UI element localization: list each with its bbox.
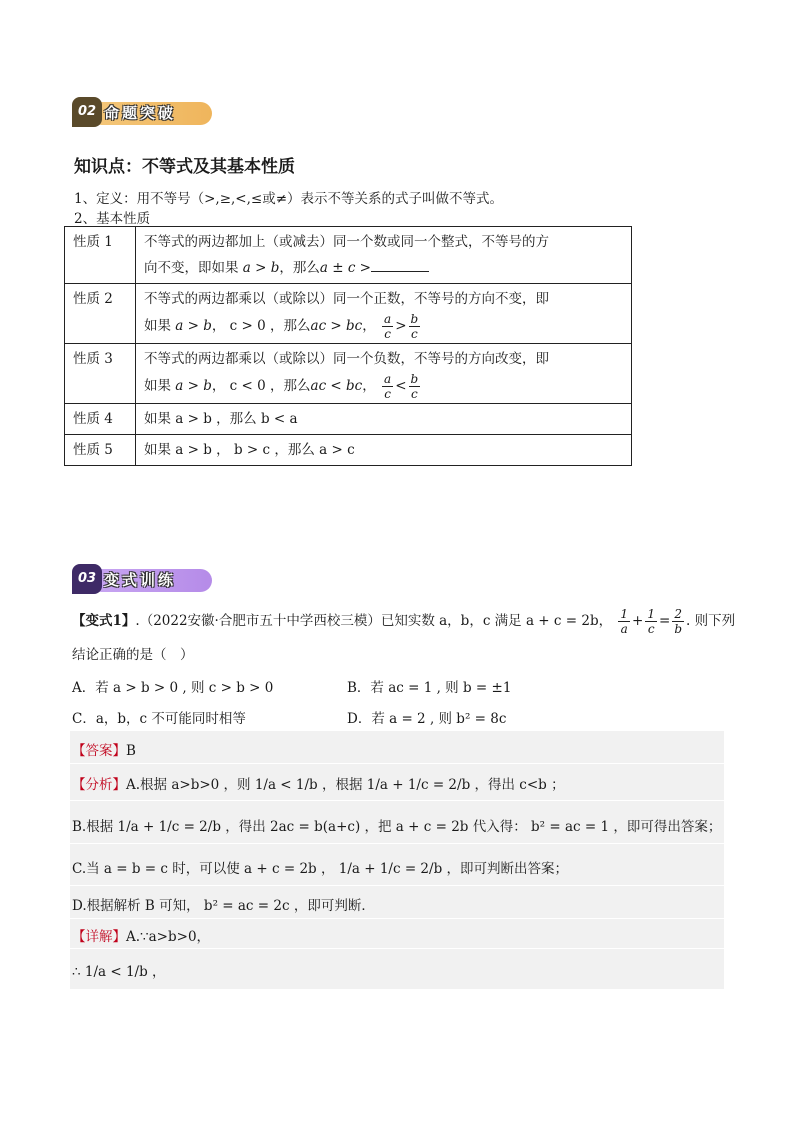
table-row xyxy=(65,435,632,466)
basic-properties-label: 2、基本性质 xyxy=(74,211,151,227)
table-row xyxy=(65,404,632,435)
table-row xyxy=(65,227,632,284)
analysis-line xyxy=(72,773,565,793)
math-expr: ac < bc xyxy=(310,378,363,394)
analysis-line: C.当 a = b = c 时，可以使 a + c = 2b ， 1/a + 1/c = 2/b ，即可判断出答案； xyxy=(72,861,569,877)
option-a: A．若 a > b > 0 , 则 c > b > 0 xyxy=(72,680,274,696)
question-stem-cont: 结论正确的是（ ） xyxy=(72,647,194,663)
property-line: 不等式的两边都乘以（或除以）同一个负数，不等号的方向改变，即 xyxy=(144,351,549,367)
fraction: $\frac{b}{c}$ xyxy=(410,312,419,341)
detail-line: ∴ 1/a < 1/b ， xyxy=(72,964,166,980)
math-expr: a ± c > xyxy=(319,260,371,276)
table-row xyxy=(65,344,632,404)
divider xyxy=(70,948,724,949)
fill-blank xyxy=(371,257,429,272)
property-key: 性质 4 xyxy=(65,404,136,435)
property-line: ， c < 0 ，那么 xyxy=(211,378,311,394)
section-banner-03 xyxy=(72,564,214,594)
detail-line xyxy=(72,925,210,945)
question-tag: 【变式1】 xyxy=(72,613,136,629)
property-text xyxy=(136,344,632,404)
definition-line: 1、定义：用不等号（>,≥,<,≤或≠）表示不等关系的式子叫做不等式。 xyxy=(74,191,504,207)
property-line: ， xyxy=(362,318,376,334)
property-line: 不等式的两边都乘以（或除以）同一个正数，不等号的方向不变，即 xyxy=(144,291,549,307)
section-label: 命题突破 xyxy=(90,102,212,125)
section-number: 02 xyxy=(72,97,102,127)
fraction: $\frac{a}{c}$ xyxy=(384,312,392,341)
answer-value: B xyxy=(126,743,136,759)
divider xyxy=(70,800,724,801)
math-expr: a > b xyxy=(242,260,280,276)
answer-line xyxy=(72,739,136,759)
option-b: B．若 ac = 1 , 则 b = ±1 xyxy=(347,680,512,696)
property-line: ， c > 0 ，那么 xyxy=(211,318,311,334)
divider xyxy=(70,843,724,844)
analysis-line: D.根据解析 B 可知， b² = ac = 2c ，即可判断． xyxy=(72,898,375,914)
property-key: 性质 1 xyxy=(65,227,136,284)
divider xyxy=(70,918,724,919)
section-banner-02 xyxy=(72,97,214,127)
fraction: $\frac{a}{c}$ xyxy=(384,372,392,401)
option-d: D．若 a = 2 , 则 b² = 8c xyxy=(347,711,507,727)
operator: < xyxy=(395,378,407,394)
fraction: $\frac{1}{a}$ xyxy=(620,607,629,636)
property-text: 如果 a > b ， b > c ，那么 a > c xyxy=(136,435,632,466)
math-expr: ac > bc xyxy=(310,318,363,334)
property-text xyxy=(136,227,632,284)
fraction: $\frac{b}{c}$ xyxy=(410,372,419,401)
section-label: 变式训练 xyxy=(90,569,212,592)
fraction: $\frac{2}{b}$ xyxy=(674,607,682,636)
detail-tag: 【详解】 xyxy=(72,929,126,945)
section-number: 03 xyxy=(72,564,102,594)
property-line: 如果 xyxy=(144,318,171,334)
properties-table xyxy=(64,226,632,466)
question-text: .（2022安徽·合肥市五十中学西校三模）已知实数 a，b，c 满足 a + c = 2b， xyxy=(135,613,613,629)
detail-text: A.∵a>b>0， xyxy=(126,929,211,945)
property-line: 向不变，即如果 xyxy=(144,260,239,276)
property-line: 如果 xyxy=(144,378,171,394)
table-row xyxy=(65,284,632,344)
fraction: $\frac{1}{c}$ xyxy=(647,607,655,636)
property-text: 如果 a > b ，那么 b < a xyxy=(136,404,632,435)
answer-tag: 【答案】 xyxy=(72,743,126,759)
question-text: . 则下列 xyxy=(686,613,736,629)
property-line: 不等式的两边都加上（或减去）同一个数或同一个整式，不等号的方 xyxy=(144,234,549,250)
knowledge-title: 知识点：不等式及其基本性质 xyxy=(74,157,295,177)
operator: > xyxy=(395,318,407,334)
question-stem: 【变式1】.（2022安徽·合肥市五十中学西校三模）已知实数 a，b，c 满足 a + c = 2b， $\frac{1}{a}$ + $\frac{1}{c}$ = $\frac{2}{b}$ . 则下列 xyxy=(72,607,736,636)
analysis-line: B.根据 1/a + 1/c = 2/b ，得出 2ac = b(a+c) ，把 a + c = 2b 代入得： b² = ac = 1 ，即可得出答案； xyxy=(72,819,722,835)
property-text xyxy=(136,284,632,344)
analysis-text: A.根据 a>b>0 ，则 1/a < 1/b ，根据 1/a + 1/c = 2/b ，得出 c<b ； xyxy=(126,777,565,793)
property-line: ，那么 xyxy=(279,260,320,276)
property-key: 性质 3 xyxy=(65,344,136,404)
property-key: 性质 2 xyxy=(65,284,136,344)
divider xyxy=(70,885,724,886)
property-line: ， xyxy=(362,378,376,394)
analysis-tag: 【分析】 xyxy=(72,777,126,793)
property-key: 性质 5 xyxy=(65,435,136,466)
math-expr: a > b xyxy=(175,378,212,394)
math-expr: a > b xyxy=(175,318,212,334)
option-c: C．a，b，c 不可能同时相等 xyxy=(72,711,246,727)
divider xyxy=(70,763,724,764)
